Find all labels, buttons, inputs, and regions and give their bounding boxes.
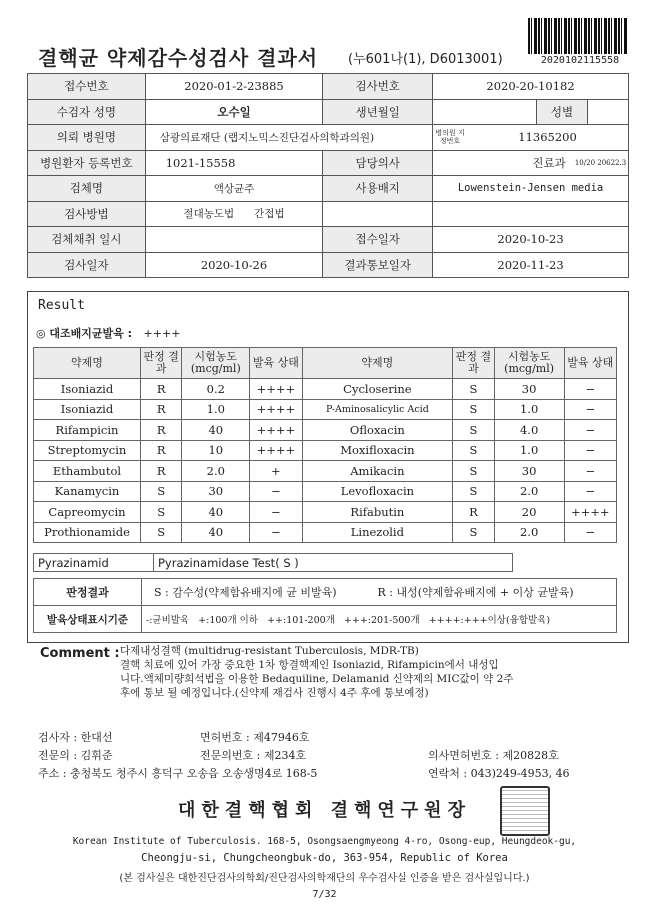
cell-judge: S [453,399,494,420]
cell-judge: S [453,481,494,502]
cell-growth: − [564,399,616,420]
cell-conc: 30 [494,379,564,400]
cell-drug: Ofloxacin [302,420,453,441]
cell-growth: ++++ [250,440,302,461]
comment-line: 니다.액체미량희석법을 이용한 Bedaquiline, Delamanid 신약제의 MIC값이 약 2주 [120,673,514,685]
cell-conc: 20 [494,502,564,523]
cell-judge: S [140,522,181,543]
cell-drug: Capreomycin [34,502,141,523]
cell-judge: S [453,522,494,543]
result-heading: Result [38,298,85,313]
medium-name: Lowenstein-Jensen media [433,176,629,202]
cell-judge: S [140,502,181,523]
doctor-license: 의사면허번호 : 제20828호 [428,749,559,762]
dept-label: 진료과 [532,155,566,170]
reception-no-label: 접수번호 [28,74,146,100]
cell-drug: Rifampicin [34,420,141,441]
cell-judge: S [453,420,494,441]
cell-drug: Isoniazid [34,399,141,420]
cell-drug: Moxifloxacin [302,440,453,461]
cell-growth: ++++ [250,420,302,441]
cell-conc: 10 [182,440,250,461]
specialist-number: 전문의번호 : 제234호 [200,749,307,762]
judge-legend-label: 판정결과 [34,579,142,606]
cell-conc: 2.0 [494,522,564,543]
receipt-date: 2020-10-23 [433,227,629,253]
table-row [34,502,617,523]
cell-conc: 40 [182,502,250,523]
official-seal [500,786,550,836]
cell-growth: ++++ [250,399,302,420]
cell-judge: S [453,379,494,400]
tester: 검사자 : 한대선 [38,731,113,744]
collect-date-label: 검체채취 일시 [28,227,146,253]
specialist: 전문의 : 김휘준 [38,749,113,762]
cell-drug: Amikacin [302,461,453,482]
cell-drug: Streptomycin [34,440,141,461]
specimen-label: 검체명 [28,176,146,202]
collect-date [145,227,323,253]
certification-note: (본 검사실은 대한진단검사의학회/진단검사의학재단의 우수검사실 인증을 받은 검사실입니다.) [119,873,530,884]
cell-judge: R [140,440,181,461]
pyrazinamide-table [33,553,513,572]
comment-line: 다제내성결핵 (multidrug-resistant Tuberculosis, MDR-TB) [120,645,419,657]
cell-growth: − [564,481,616,502]
growth-legend-label: 발육상태표시기준 [34,606,142,633]
cell-growth: − [564,379,616,400]
comment-line: 결핵 치료에 있어 가장 중요한 1차 항결핵제인 Isoniazid, Rifampicin에서 내성입 [120,659,499,671]
report-date-label: 결과통보일자 [323,252,433,278]
test-date-label: 검사일자 [28,252,146,278]
cell-conc: 30 [494,461,564,482]
comment-label: Comment : [40,646,120,661]
barcode-number: 2020102115558 [540,55,620,66]
pza-value: Pyrazinamidase Test( S ) [154,554,513,572]
specimen-name: 액상균주 [145,176,323,202]
cell-conc: 30 [182,481,250,502]
col-conc-header: 시험농도 (mcg/ml) [494,348,564,379]
cell-drug: Kanamycin [34,481,141,502]
table-row [34,481,617,502]
cell-growth: − [564,522,616,543]
judge-legend-r: R : 내성(약제함유배지에 + 이상 균발육) [377,586,574,599]
table-row [34,420,617,441]
cell-conc: 40 [182,522,250,543]
receipt-date-label: 접수일자 [323,227,433,253]
sex-value [587,100,628,125]
organization-name: 대한결핵협회 결핵연구원장 [178,800,471,821]
cell-growth: ++++ [564,502,616,523]
birth-value [433,100,536,125]
cell-drug: Ethambutol [34,461,141,482]
cell-conc: 1.0 [494,440,564,461]
tester-license: 면허번호 : 제47946호 [200,731,310,744]
cell-drug: Prothionamide [34,522,141,543]
table-row [34,440,617,461]
col-growth-header: 발육 상태 [250,348,302,379]
cell-conc: 4.0 [494,420,564,441]
document-title: 결핵균 약제감수성검사 결과서 [38,46,319,70]
report-date: 2020-11-23 [433,252,629,278]
cell-growth: − [250,481,302,502]
test-date: 2020-10-26 [145,252,323,278]
patient-info-table [27,73,629,278]
cell-conc: 2.0 [182,461,250,482]
cell-conc: 1.0 [494,399,564,420]
control-growth-value: ++++ [143,327,181,340]
cell-drug: Levofloxacin [302,481,453,502]
cell-judge: S [453,461,494,482]
cell-judge: S [140,481,181,502]
col-judge-header: 판정 결과 [453,348,494,379]
legend-table [33,578,617,633]
test-no-label: 검사번호 [323,74,433,100]
patient-reg-no: 1021-15558 [145,150,323,176]
cell-drug: Isoniazid [34,379,141,400]
document-code: (누601나(1), D6013001) [348,52,503,67]
cell-conc: 0.2 [182,379,250,400]
patient-reg-label: 병원환자 등록번호 [28,150,146,176]
table-row [34,461,617,482]
table-row [34,379,617,400]
cell-drug: P-Aminosalicylic Acid [302,399,453,420]
cell-conc: 1.0 [182,399,250,420]
col-drug-header: 약제명 [34,348,141,379]
cell-growth: − [250,502,302,523]
cell-judge: S [453,440,494,461]
judge-legend-s: S : 감수성(약제함유배지에 균 비발육) [154,586,337,599]
col-conc-header: 시험농도 (mcg/ml) [182,348,250,379]
comment-line: 후에 통보 될 예정입니다.(신약제 재검사 진행시 4주 후에 통보예정) [120,687,429,699]
medium-label: 사용배지 [323,176,433,202]
barcode-image [528,18,628,54]
birth-label: 생년월일 [323,99,433,125]
control-growth-label: ◎ 대조배지균발육 : [36,327,133,340]
pza-label: Pyrazinamid [34,554,154,572]
comment-text [120,644,620,700]
cell-conc: 2.0 [494,481,564,502]
footer-address-en: Korean Institute of Tuberculosis. 168-5, Osongsaengmyeong 4-ro, Osong-eup, Heungdeok-gu, [72,836,577,847]
hospital-label: 의뢰 병원명 [28,125,146,151]
footer-address-en-2: Cheongju-si, Chungcheongbuk-do, 363-954, Republic of Korea [141,852,508,864]
empty-cell [433,201,629,227]
cell-judge: R [453,502,494,523]
method-indirect: 간접법 [254,208,285,221]
cell-drug: Rifabutin [302,502,453,523]
cell-growth: + [250,461,302,482]
cell-drug: Cycloserine [302,379,453,400]
col-growth-header: 발육 상태 [564,348,616,379]
cell-conc: 40 [182,420,250,441]
cell-judge: R [140,420,181,441]
page-number: 7/32 [312,889,337,900]
table-row [34,522,617,543]
hospital-code: 11365200 [518,130,577,145]
method-absolute: 절대농도법 [183,208,235,221]
hospital-code-label: 병의원 지정번호 [435,129,465,146]
address: 주소 : 충청북도 청주시 흥덕구 오송읍 오송생명4로 168-5 [38,767,318,780]
test-no: 2020-20-10182 [433,74,629,100]
cell-growth: − [564,461,616,482]
cell-growth: − [250,522,302,543]
growth-legend: -:균비발육 +:100개 이하 ++:101-200개 +++:201-500개 ++++:+++이상(융합발육) [142,606,617,633]
examinee-name: 오수일 [145,99,323,125]
examinee-label: 수검자 성명 [28,99,146,125]
cell-growth: − [564,420,616,441]
drug-susceptibility-table [33,347,617,543]
contact: 연락처 : 043)249-4953, 46 [428,767,570,780]
doctor-label: 담당의사 [323,150,433,176]
cell-judge: R [140,379,181,400]
cell-judge: R [140,461,181,482]
cell-growth: ++++ [250,379,302,400]
reception-no: 2020-01-2-23885 [145,74,323,100]
cell-judge: R [140,399,181,420]
method-label: 검사방법 [28,201,146,227]
hospital-name: 삼광의료재단 (랩지노믹스진단검사의학과의원) [145,125,432,151]
cell-drug: Linezolid [302,522,453,543]
empty-cell [323,201,433,227]
col-judge-header: 판정 결과 [140,348,181,379]
cell-growth: − [564,440,616,461]
dept-note: 10/20 20622.3 [574,158,627,167]
sex-label: 성별 [536,100,587,125]
col-drug-header: 약제명 [302,348,453,379]
table-row [34,399,617,420]
